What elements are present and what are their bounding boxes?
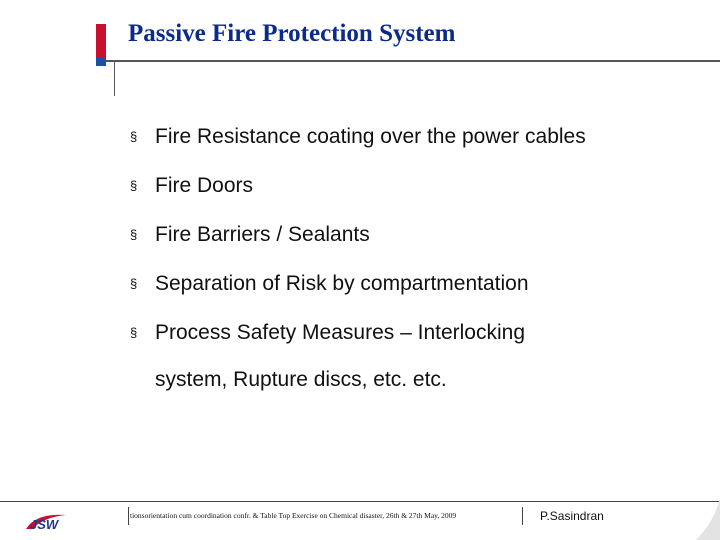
bullet-text: Fire Barriers / Sealants	[155, 223, 370, 246]
corner-decoration	[696, 498, 720, 540]
logo-text: JSW	[30, 517, 59, 532]
footer-event-text: tionsorientation cum coordination confr. & Table Top Exercise on Chemical disaster, 26th & 27th May, 2009	[130, 511, 457, 520]
bullet-continuation-text: system, Rupture discs, etc. etc.	[155, 368, 447, 391]
slide-title: Passive Fire Protection System	[128, 20, 456, 47]
footer-author: P.Sasindran	[540, 509, 604, 523]
bullet-marker: §	[130, 129, 138, 144]
footer-separator	[522, 507, 523, 525]
title-vertical-divider	[114, 62, 115, 96]
title-accent-blue-bar	[96, 58, 106, 66]
footer-divider	[0, 501, 720, 502]
title-accent-red-bar	[96, 24, 106, 58]
bullet-marker: §	[130, 227, 138, 242]
bullet-marker: §	[130, 325, 138, 340]
jsw-logo	[22, 509, 72, 533]
bullet-text: Fire Doors	[155, 174, 254, 197]
footer-separator	[128, 507, 129, 525]
bullet-text: Process Safety Measures – Interlocking	[155, 321, 526, 344]
title-divider	[106, 60, 720, 62]
bullet-marker: §	[130, 276, 138, 291]
bullet-marker: §	[130, 178, 138, 193]
bullet-text: Separation of Risk by compartmentation	[155, 272, 529, 295]
bullet-text: Fire Resistance coating over the power cables	[155, 125, 586, 148]
